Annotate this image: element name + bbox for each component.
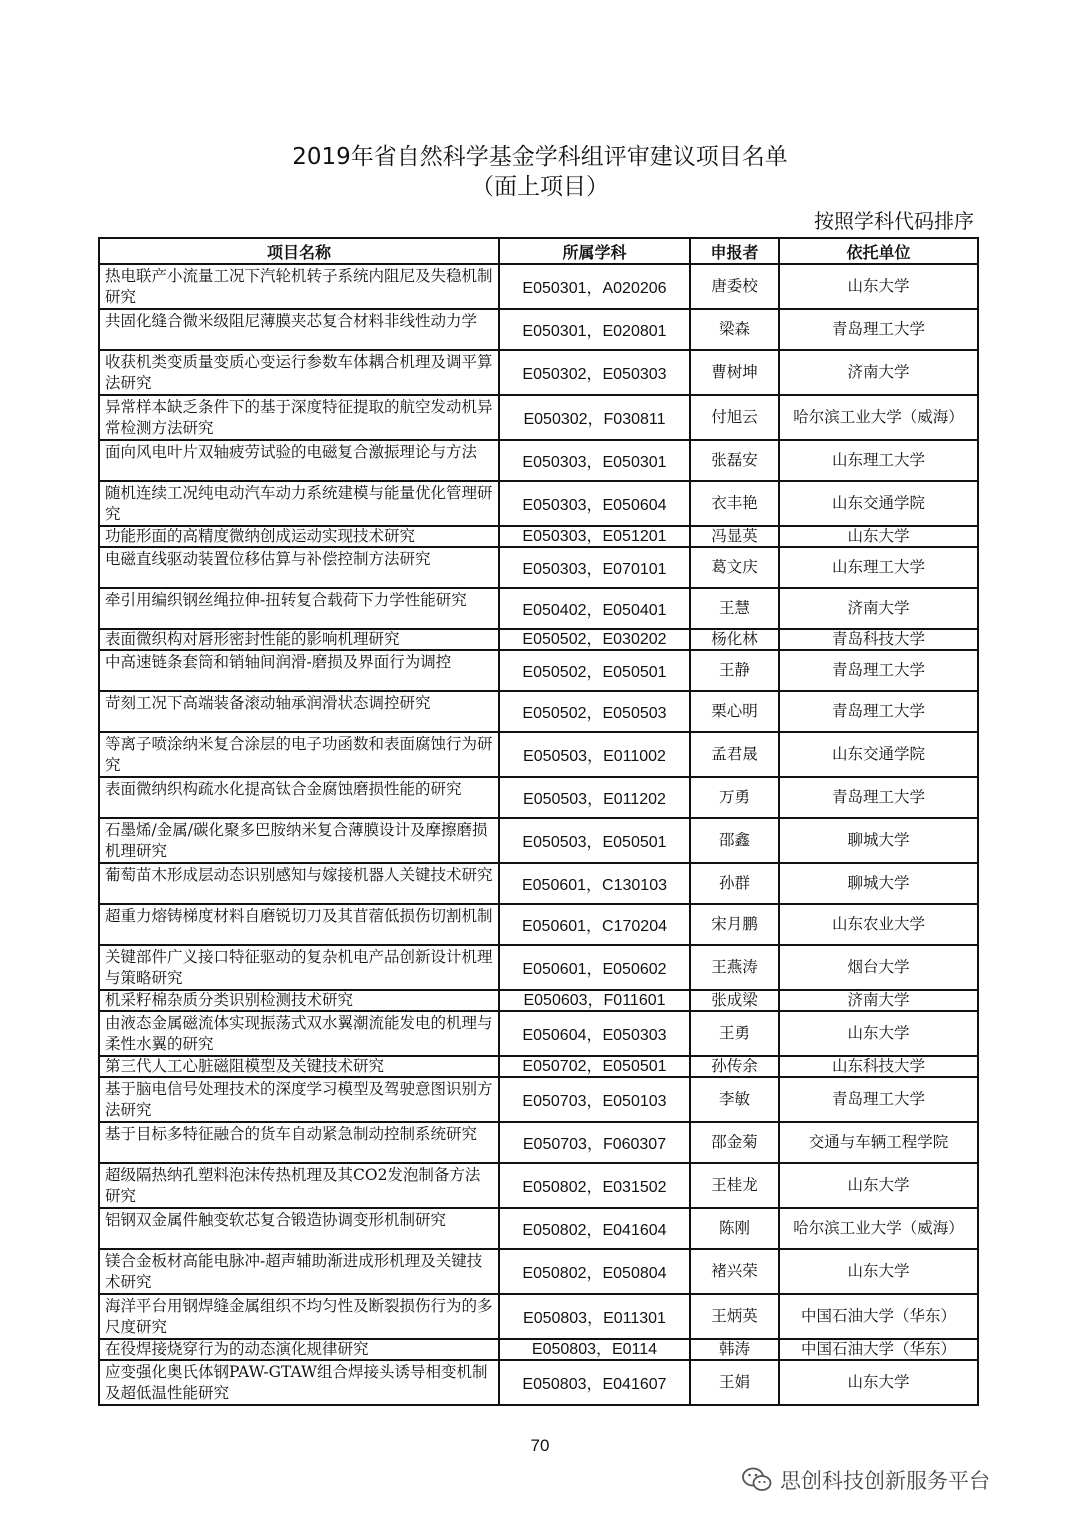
applicant-cell: 衣丰艳 [690, 481, 779, 526]
applicant-cell: 王燕涛 [690, 945, 779, 990]
unit-cell: 青岛理工大学 [779, 1077, 978, 1122]
project-name-cell: 牵引用编织钢丝绳拉伸-扭转复合载荷下力学性能研究 [99, 588, 499, 629]
unit-cell: 聊城大学 [779, 818, 978, 863]
table-row [99, 1122, 978, 1163]
unit-cell: 烟台大学 [779, 945, 978, 990]
unit-cell: 哈尔滨工业大学（威海） [779, 395, 978, 440]
header-applicant: 申报者 [690, 238, 779, 264]
subject-cell: E050302，E050303 [499, 350, 690, 395]
unit-cell: 济南大学 [779, 588, 978, 629]
project-name-cell: 海洋平台用钢焊缝金属组织不均匀性及断裂损伤行为的多尺度研究 [99, 1294, 499, 1339]
subject-cell: E050502，E050501 [499, 650, 690, 691]
applicant-cell: 王静 [690, 650, 779, 691]
project-name-cell: 应变强化奥氏体钢PAW-GTAW组合焊接头诱导相变机制及超低温性能研究 [99, 1360, 499, 1405]
subject-cell: E050303，E050301 [499, 440, 690, 481]
applicant-cell: 孟君晟 [690, 732, 779, 777]
project-name-cell: 电磁直线驱动装置位移估算与补偿控制方法研究 [99, 547, 499, 588]
project-name-cell: 石墨烯/金属/碳化聚多巴胺纳米复合薄膜设计及摩擦磨损机理研究 [99, 818, 499, 863]
table-row [99, 526, 978, 547]
applicant-cell: 王娟 [690, 1360, 779, 1405]
table-row [99, 691, 978, 732]
project-name-cell: 中高速链条套筒和销轴间润滑-磨损及界面行为调控 [99, 650, 499, 691]
table-row [99, 945, 978, 990]
table-row [99, 1339, 978, 1360]
subject-cell: E050303，E070101 [499, 547, 690, 588]
project-name-cell: 由液态金属磁流体实现振荡式双水翼潮流能发电的机理与柔性水翼的研究 [99, 1011, 499, 1056]
applicant-cell: 付旭云 [690, 395, 779, 440]
unit-cell: 中国石油大学（华东） [779, 1339, 978, 1360]
unit-cell: 山东科技大学 [779, 1056, 978, 1077]
table-row [99, 395, 978, 440]
project-name-cell: 面向风电叶片双轴疲劳试验的电磁复合激振理论与方法 [99, 440, 499, 481]
project-name-cell: 基于脑电信号处理技术的深度学习模型及驾驶意图识别方法研究 [99, 1077, 499, 1122]
unit-cell: 青岛理工大学 [779, 309, 978, 350]
table-row [99, 863, 978, 904]
applicant-cell: 曹树坤 [690, 350, 779, 395]
subject-cell: E050601，E050602 [499, 945, 690, 990]
applicant-cell: 韩涛 [690, 1339, 779, 1360]
project-name-cell: 镁合金板材高能电脉冲-超声辅助渐进成形机理及关键技术研究 [99, 1249, 499, 1294]
unit-cell: 交通与车辆工程学院 [779, 1122, 978, 1163]
unit-cell: 济南大学 [779, 350, 978, 395]
project-name-cell: 表面微纳织构疏水化提高钛合金腐蚀磨损性能的研究 [99, 777, 499, 818]
header-unit: 依托单位 [779, 238, 978, 264]
wechat-icon [742, 1467, 772, 1493]
subject-cell: E050803，E011301 [499, 1294, 690, 1339]
watermark [742, 1466, 990, 1494]
project-name-cell: 热电联产小流量工况下汽轮机转子系统内阻尼及失稳机制研究 [99, 264, 499, 309]
applicant-cell: 王慧 [690, 588, 779, 629]
subject-cell: E050702，E050501 [499, 1056, 690, 1077]
applicant-cell: 宋月鹏 [690, 904, 779, 945]
unit-cell: 山东大学 [779, 526, 978, 547]
table-row [99, 1077, 978, 1122]
table-row [99, 1360, 978, 1405]
applicant-cell: 王桂龙 [690, 1163, 779, 1208]
unit-cell: 青岛科技大学 [779, 629, 978, 650]
table-row [99, 264, 978, 309]
subject-cell: E050802，E050804 [499, 1249, 690, 1294]
applicant-cell: 张成梁 [690, 990, 779, 1011]
subject-cell: E050503，E011202 [499, 777, 690, 818]
subject-cell: E050301，A020206 [499, 264, 690, 309]
applicant-cell: 褚兴荣 [690, 1249, 779, 1294]
unit-cell: 山东大学 [779, 1163, 978, 1208]
unit-cell: 哈尔滨工业大学（威海） [779, 1208, 978, 1249]
header-project-name: 项目名称 [99, 238, 499, 264]
unit-cell: 山东农业大学 [779, 904, 978, 945]
unit-cell: 聊城大学 [779, 863, 978, 904]
table-row [99, 1294, 978, 1339]
subject-cell: E050503，E011002 [499, 732, 690, 777]
applicant-cell: 梁森 [690, 309, 779, 350]
table-row [99, 904, 978, 945]
subject-cell: E050803，E0114 [499, 1339, 690, 1360]
unit-cell: 山东交通学院 [779, 481, 978, 526]
table-row [99, 1011, 978, 1056]
unit-cell: 山东大学 [779, 1360, 978, 1405]
project-name-cell: 超重力熔铸梯度材料自磨锐切刀及其苜蓿低损伤切割机制 [99, 904, 499, 945]
unit-cell: 青岛理工大学 [779, 691, 978, 732]
project-name-cell: 在役焊接烧穿行为的动态演化规律研究 [99, 1339, 499, 1360]
unit-cell: 济南大学 [779, 990, 978, 1011]
table-row [99, 481, 978, 526]
unit-cell: 山东大学 [779, 1249, 978, 1294]
applicant-cell: 杨化林 [690, 629, 779, 650]
table-header-row [99, 238, 978, 264]
applicant-cell: 邵鑫 [690, 818, 779, 863]
table-row [99, 350, 978, 395]
table-row [99, 732, 978, 777]
project-name-cell: 葡萄苗木形成层动态识别感知与嫁接机器人关键技术研究 [99, 863, 499, 904]
subject-cell: E050601，C130103 [499, 863, 690, 904]
project-name-cell: 机采籽棉杂质分类识别检测技术研究 [99, 990, 499, 1011]
unit-cell: 山东交通学院 [779, 732, 978, 777]
applicant-cell: 张磊安 [690, 440, 779, 481]
project-name-cell: 功能形面的高精度微纳创成运动实现技术研究 [99, 526, 499, 547]
applicant-cell: 唐委校 [690, 264, 779, 309]
project-name-cell: 铝钢双金属件触变软芯复合锻造协调变形机制研究 [99, 1208, 499, 1249]
project-table [98, 237, 979, 1406]
unit-cell: 青岛理工大学 [779, 650, 978, 691]
subject-cell: E050502，E050503 [499, 691, 690, 732]
table-row [99, 440, 978, 481]
table-row [99, 990, 978, 1011]
table-row [99, 777, 978, 818]
document-title: 2019年省自然科学基金学科组评审建议项目名单 [292, 144, 788, 170]
header-subject: 所属学科 [499, 238, 690, 264]
unit-cell: 青岛理工大学 [779, 777, 978, 818]
unit-cell: 山东大学 [779, 1011, 978, 1056]
subject-cell: E050402，E050401 [499, 588, 690, 629]
table-row [99, 309, 978, 350]
subject-cell: E050803，E041607 [499, 1360, 690, 1405]
applicant-cell: 葛文庆 [690, 547, 779, 588]
project-name-cell: 超级隔热纳孔塑料泡沫传热机理及其CO2发泡制备方法研究 [99, 1163, 499, 1208]
project-name-cell: 异常样本缺乏条件下的基于深度特征提取的航空发动机异常检测方法研究 [99, 395, 499, 440]
subject-cell: E050303，E051201 [499, 526, 690, 547]
subject-cell: E050503，E050501 [499, 818, 690, 863]
subject-cell: E050604，E050303 [499, 1011, 690, 1056]
applicant-cell: 邵金菊 [690, 1122, 779, 1163]
project-name-cell: 随机连续工况纯电动汽车动力系统建模与能量优化管理研究 [99, 481, 499, 526]
subject-cell: E050802，E041604 [499, 1208, 690, 1249]
project-name-cell: 表面微织构对唇形密封性能的影响机理研究 [99, 629, 499, 650]
project-name-cell: 第三代人工心脏磁阻模型及关键技术研究 [99, 1056, 499, 1077]
table-row [99, 1056, 978, 1077]
applicant-cell: 万勇 [690, 777, 779, 818]
unit-cell: 中国石油大学（华东） [779, 1294, 978, 1339]
project-name-cell: 共固化缝合微米级阻尼薄膜夹芯复合材料非线性动力学 [99, 309, 499, 350]
applicant-cell: 王炳英 [690, 1294, 779, 1339]
project-name-cell: 苛刻工况下高端装备滚动轴承润滑状态调控研究 [99, 691, 499, 732]
applicant-cell: 王勇 [690, 1011, 779, 1056]
project-name-cell: 基于目标多特征融合的货车自动紧急制动控制系统研究 [99, 1122, 499, 1163]
applicant-cell: 孙群 [690, 863, 779, 904]
unit-cell: 山东理工大学 [779, 440, 978, 481]
project-name-cell: 等离子喷涂纳米复合涂层的电子功函数和表面腐蚀行为研究 [99, 732, 499, 777]
subject-cell: E050502，E030202 [499, 629, 690, 650]
subject-cell: E050603，F011601 [499, 990, 690, 1011]
subject-cell: E050703，E050103 [499, 1077, 690, 1122]
table-row [99, 588, 978, 629]
applicant-cell: 栗心明 [690, 691, 779, 732]
subject-cell: E050302，F030811 [499, 395, 690, 440]
applicant-cell: 孙传余 [690, 1056, 779, 1077]
table-row [99, 1163, 978, 1208]
table-row [99, 650, 978, 691]
project-name-cell: 收获机类变质量变质心变运行参数车体耦合机理及调平算法研究 [99, 350, 499, 395]
table-row [99, 818, 978, 863]
applicant-cell: 陈刚 [690, 1208, 779, 1249]
unit-cell: 山东理工大学 [779, 547, 978, 588]
subject-cell: E050601，C170204 [499, 904, 690, 945]
page-number: 70 [530, 1436, 550, 1455]
applicant-cell: 李敏 [690, 1077, 779, 1122]
applicant-cell: 冯显英 [690, 526, 779, 547]
table-row [99, 1249, 978, 1294]
subject-cell: E050802，E031502 [499, 1163, 690, 1208]
subject-cell: E050703，F060307 [499, 1122, 690, 1163]
unit-cell: 山东大学 [779, 264, 978, 309]
project-name-cell: 关键部件广义接口特征驱动的复杂机电产品创新设计机理与策略研究 [99, 945, 499, 990]
subject-cell: E050303，E050604 [499, 481, 690, 526]
document-subtitle: （面上项目） [471, 174, 609, 200]
table-row [99, 1208, 978, 1249]
subject-cell: E050301，E020801 [499, 309, 690, 350]
table-row [99, 547, 978, 588]
sort-note: 按照学科代码排序 [814, 209, 974, 233]
watermark-text: 思创科技创新服务平台 [780, 1469, 990, 1493]
table-row [99, 629, 978, 650]
